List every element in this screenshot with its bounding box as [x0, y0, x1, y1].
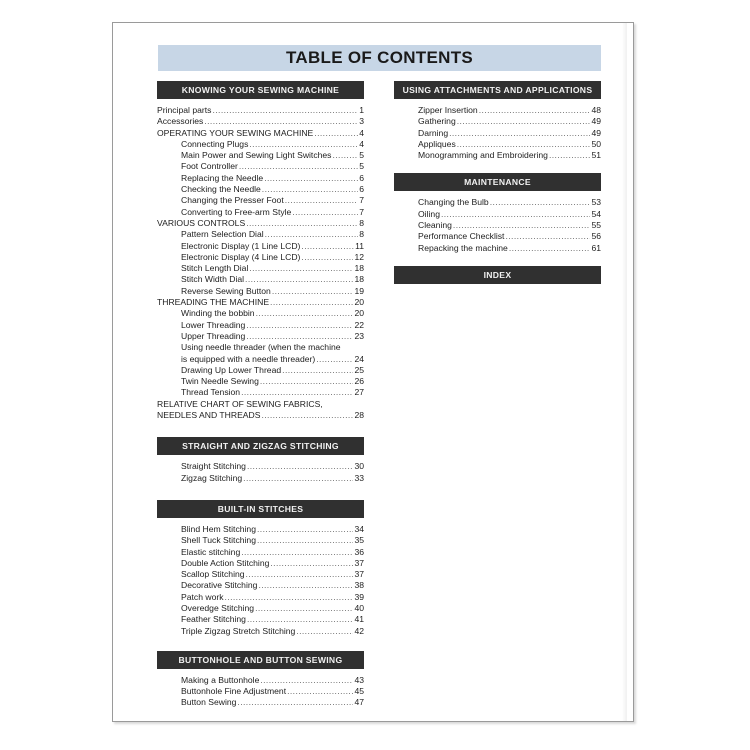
page-number: 33: [354, 472, 364, 483]
dot-leader: [262, 184, 358, 195]
page-number: 50: [591, 138, 601, 149]
entry-title: Blind Hem Stitching: [181, 523, 256, 534]
toc-entry[interactable]: [394, 231, 601, 242]
toc-entry[interactable]: [157, 387, 364, 398]
toc-entry[interactable]: [157, 308, 364, 319]
page-number: 8: [359, 217, 364, 228]
entry-title: Electronic Display (1 Line LCD): [181, 240, 301, 251]
toc-entry[interactable]: [157, 686, 364, 697]
page-number: 22: [354, 319, 364, 330]
page-number: 7: [359, 195, 364, 206]
toc-entry[interactable]: [157, 603, 364, 614]
dot-leader: [332, 150, 358, 161]
dot-leader: [243, 473, 353, 484]
dot-leader: [296, 626, 353, 637]
dot-leader: [301, 252, 353, 263]
entry-title: Pattern Selection Dial: [181, 229, 264, 240]
dot-leader: [247, 614, 353, 625]
entry-title: Using needle threader (when the machine: [181, 342, 341, 353]
page-number: 8: [359, 229, 364, 240]
entry-title: Shell Tuck Stitching: [181, 535, 256, 546]
toc-entry[interactable]: [157, 218, 364, 229]
dot-leader: [453, 220, 591, 231]
toc-entry[interactable]: [157, 161, 364, 172]
page-number: 6: [359, 172, 364, 183]
toc-entry[interactable]: [157, 105, 364, 116]
dot-leader: [314, 128, 358, 139]
dot-leader: [490, 197, 591, 208]
toc-entry[interactable]: [157, 376, 364, 387]
dot-leader: [246, 331, 353, 342]
dot-leader: [260, 675, 353, 686]
entry-title: Elastic stitching: [181, 546, 241, 557]
toc-section-index: [394, 266, 601, 284]
entry-title: Scallop Stitching: [181, 569, 245, 580]
entry-title: Repacking the machine: [418, 242, 508, 253]
dot-leader: [212, 105, 358, 116]
entry-title: Connecting Plugs: [181, 138, 249, 149]
toc-entry[interactable]: [394, 197, 601, 208]
dot-leader: [261, 410, 353, 421]
dot-leader: [204, 116, 358, 127]
page-number: 5: [359, 150, 364, 161]
toc-entry[interactable]: [157, 297, 364, 308]
page-number: 45: [354, 686, 364, 697]
entry-title: Principal parts: [157, 105, 212, 115]
entry-title: Decorative Stitching: [181, 580, 258, 591]
entry-title: Straight Stitching: [181, 461, 246, 472]
toc-entry[interactable]: [157, 697, 364, 708]
toc-entry[interactable]: [157, 252, 364, 263]
toc-entry[interactable]: [157, 614, 364, 625]
toc-entry[interactable]: [157, 320, 364, 331]
dot-leader: [260, 376, 354, 387]
dot-leader: [246, 569, 354, 580]
dot-leader: [287, 686, 353, 697]
toc-entry[interactable]: [394, 116, 601, 127]
entry-title: NEEDLES AND THREADS: [157, 410, 261, 421]
dot-leader: [241, 547, 353, 558]
entry-title: Changing the Presser Foot: [181, 195, 284, 206]
entry-title: Appliques: [418, 138, 456, 149]
page-number: 26: [354, 376, 364, 387]
entry-title: Main Power and Sewing Light Switches: [181, 150, 332, 161]
page-number: 1: [359, 105, 364, 115]
dot-leader: [272, 286, 354, 297]
toc-entry[interactable]: [157, 116, 364, 127]
dot-leader: [225, 592, 354, 603]
toc-entry[interactable]: [157, 139, 364, 150]
toc-entry[interactable]: [157, 410, 364, 421]
toc-entry[interactable]: [157, 592, 364, 603]
page-number: 12: [354, 251, 364, 262]
toc-entry[interactable]: [394, 128, 601, 139]
section-heading: BUILT-IN STITCHES: [157, 500, 364, 518]
page-number: 37: [354, 557, 364, 568]
dot-leader: [509, 243, 591, 254]
page-number: 53: [591, 197, 601, 208]
toc-section-using-attachments-and-applications: [394, 81, 601, 161]
page-number: 51: [591, 150, 601, 161]
entry-title: Oiling: [418, 208, 440, 219]
page-number: 20: [354, 297, 364, 308]
page-number: 49: [591, 116, 601, 127]
entry-title: Drawing Up Lower Thread: [181, 364, 282, 375]
dot-leader: [258, 580, 353, 591]
toc-entry[interactable]: [157, 461, 364, 472]
entry-title: Patch work: [181, 591, 224, 602]
section-heading: STRAIGHT AND ZIGZAG STITCHING: [157, 437, 364, 455]
page-number: 41: [354, 614, 364, 625]
dot-leader: [247, 461, 353, 472]
section-heading: INDEX: [394, 266, 601, 284]
entry-title: RELATIVE CHART OF SEWING FABRICS,: [157, 398, 323, 409]
entry-title: Converting to Free-arm Style: [181, 206, 292, 217]
page-number: 35: [354, 535, 364, 546]
page-number: 56: [591, 231, 601, 242]
entry-title: Thread Tension: [181, 387, 241, 398]
entry-title: Lower Threading: [181, 319, 246, 330]
entry-title: Winding the bobbin: [181, 308, 255, 319]
dot-leader: [249, 139, 358, 150]
toc-entry[interactable]: [157, 263, 364, 274]
toc-section-maintenance: [394, 173, 601, 253]
section-heading: USING ATTACHMENTS AND APPLICATIONS: [394, 81, 601, 99]
entry-title: Zipper Insertion: [418, 105, 478, 115]
entry-title: Zigzag Stitching: [181, 472, 243, 483]
toc-entry[interactable]: [394, 220, 601, 231]
page-number: 24: [354, 353, 364, 364]
page-number: 54: [591, 208, 601, 219]
page-number: 25: [354, 364, 364, 375]
dot-leader: [270, 297, 353, 308]
toc-entry[interactable]: [157, 558, 364, 569]
dot-leader: [257, 535, 353, 546]
page-number: 4: [359, 138, 364, 149]
toc-entry[interactable]: [157, 626, 364, 637]
page-number: 20: [354, 308, 364, 319]
dot-leader: [292, 207, 358, 218]
toc-entry[interactable]: [157, 365, 364, 376]
entry-title: Electronic Display (4 Line LCD): [181, 251, 301, 262]
section-heading: BUTTONHOLE AND BUTTON SEWING: [157, 651, 364, 669]
toc-section-knowing-your-sewing-machine: [157, 81, 364, 421]
dot-leader: [245, 274, 353, 285]
toc-entry[interactable]: [157, 354, 364, 365]
page-number: 48: [591, 105, 601, 115]
entry-title: Triple Zigzag Stretch Stitching: [181, 625, 296, 636]
dot-leader: [270, 558, 353, 569]
entry-title: Overedge Stitching: [181, 602, 255, 613]
entry-title: Darning: [418, 127, 449, 138]
entry-title: Cleaning: [418, 220, 452, 231]
entry-title: Reverse Sewing Button: [181, 285, 271, 296]
dot-leader: [301, 241, 354, 252]
toc-entry[interactable]: [157, 331, 364, 342]
page-number: 23: [354, 330, 364, 341]
toc-entry[interactable]: [394, 105, 601, 116]
page-number: 27: [354, 387, 364, 398]
page-number: 11: [355, 240, 364, 251]
toc-entry[interactable]: [157, 229, 364, 240]
toc-entry[interactable]: [157, 342, 364, 353]
toc-entry[interactable]: [157, 473, 364, 484]
entry-title: Changing the Bulb: [418, 197, 489, 208]
dot-leader: [264, 173, 358, 184]
page-number: 55: [591, 220, 601, 231]
entry-title: Double Action Stitching: [181, 557, 270, 568]
toc-entry[interactable]: [157, 286, 364, 297]
entry-title: Accessories: [157, 116, 204, 127]
toc-entry[interactable]: [157, 274, 364, 285]
toc-section-straight-and-zigzag-stitching: [157, 437, 364, 484]
page-number: 7: [359, 206, 364, 217]
entry-title: Feather Stitching: [181, 614, 246, 625]
right-column: [394, 81, 601, 290]
page-number: 5: [359, 161, 364, 172]
page-number: 42: [354, 625, 364, 636]
toc-entry[interactable]: [394, 243, 601, 254]
toc-section-built-in-stitches: [157, 500, 364, 637]
entry-title: Gathering: [418, 116, 456, 127]
dot-leader: [457, 116, 591, 127]
toc-entry[interactable]: [157, 195, 364, 206]
entry-title: Making a Buttonhole: [181, 674, 260, 685]
toc-entry[interactable]: [394, 150, 601, 161]
dot-leader: [256, 308, 354, 319]
toc-entry[interactable]: [157, 173, 364, 184]
page-number: 47: [354, 697, 364, 708]
manual-page: [112, 22, 634, 722]
toc-entry[interactable]: [157, 399, 364, 410]
left-column: [157, 81, 364, 709]
toc-entry[interactable]: [157, 184, 364, 195]
toc-entry[interactable]: [157, 535, 364, 546]
entry-title: Replacing the Needle: [181, 172, 264, 183]
page-number: 36: [354, 546, 364, 557]
entry-title: Checking the Needle: [181, 184, 261, 195]
page-number: 37: [354, 569, 364, 580]
dot-leader: [441, 209, 590, 220]
entry-title: Upper Threading: [181, 330, 246, 341]
page-title: TABLE OF CONTENTS: [285, 48, 474, 67]
dot-leader: [257, 524, 353, 535]
toc-entry[interactable]: [394, 209, 601, 220]
toc-entry[interactable]: [394, 139, 601, 150]
page-number: 40: [354, 602, 364, 613]
page-number: 30: [354, 461, 364, 472]
page-number: 4: [359, 127, 364, 138]
toc-entry[interactable]: [157, 128, 364, 139]
entry-title: Stitch Width Dial: [181, 274, 245, 285]
page-number: 6: [359, 184, 364, 195]
entry-title: Monogramming and Embroidering: [418, 150, 548, 161]
toc-entry[interactable]: [157, 207, 364, 218]
dot-leader: [316, 354, 353, 365]
entry-title: THREADING THE MACHINE: [157, 297, 270, 308]
toc-entry[interactable]: [157, 241, 364, 252]
page-number: 18: [354, 263, 364, 274]
dot-leader: [285, 195, 359, 206]
dot-leader: [239, 161, 358, 172]
page-number: 28: [354, 410, 364, 421]
dot-leader: [237, 697, 353, 708]
dot-leader: [265, 229, 359, 240]
dot-leader: [505, 231, 590, 242]
dot-leader: [479, 105, 591, 116]
dot-leader: [246, 320, 353, 331]
toc-entry[interactable]: [157, 675, 364, 686]
toc-section-buttonhole-and-button-sewing: [157, 651, 364, 709]
dot-leader: [241, 387, 353, 398]
entry-title: Buttonhole Fine Adjustment: [181, 686, 287, 697]
dot-leader: [457, 139, 591, 150]
entry-title: is equipped with a needle threader): [181, 353, 316, 364]
toc-entry[interactable]: [157, 150, 364, 161]
entry-title: Performance Checklist: [418, 231, 505, 242]
toc-entry[interactable]: [157, 569, 364, 580]
entry-title: Button Sewing: [181, 697, 237, 708]
title-banner: [158, 45, 601, 71]
page-number: 39: [354, 591, 364, 602]
dot-leader: [282, 365, 353, 376]
entry-title: Stitch Length Dial: [181, 263, 249, 274]
page-number: 38: [354, 580, 364, 591]
section-heading: MAINTENANCE: [394, 173, 601, 191]
toc-entry[interactable]: [157, 580, 364, 591]
entry-title: VARIOUS CONTROLS: [157, 217, 246, 228]
page-number: 49: [591, 127, 601, 138]
toc-entry[interactable]: [157, 524, 364, 535]
dot-leader: [549, 150, 591, 161]
page-number: 3: [359, 116, 364, 127]
dot-leader: [255, 603, 353, 614]
page-number: 34: [354, 523, 364, 534]
dot-leader: [246, 218, 358, 229]
entry-title: Foot Controller: [181, 161, 238, 172]
page-number: 18: [354, 274, 364, 285]
entry-title: OPERATING YOUR SEWING MACHINE: [157, 127, 314, 138]
dot-leader: [249, 263, 353, 274]
page-number: 61: [591, 242, 601, 253]
dot-leader: [449, 128, 590, 139]
section-heading: KNOWING YOUR SEWING MACHINE: [157, 81, 364, 99]
page-number: 19: [354, 285, 364, 296]
entry-title: Twin Needle Sewing: [181, 376, 259, 387]
toc-entry[interactable]: [157, 547, 364, 558]
page-number: 43: [354, 674, 364, 685]
